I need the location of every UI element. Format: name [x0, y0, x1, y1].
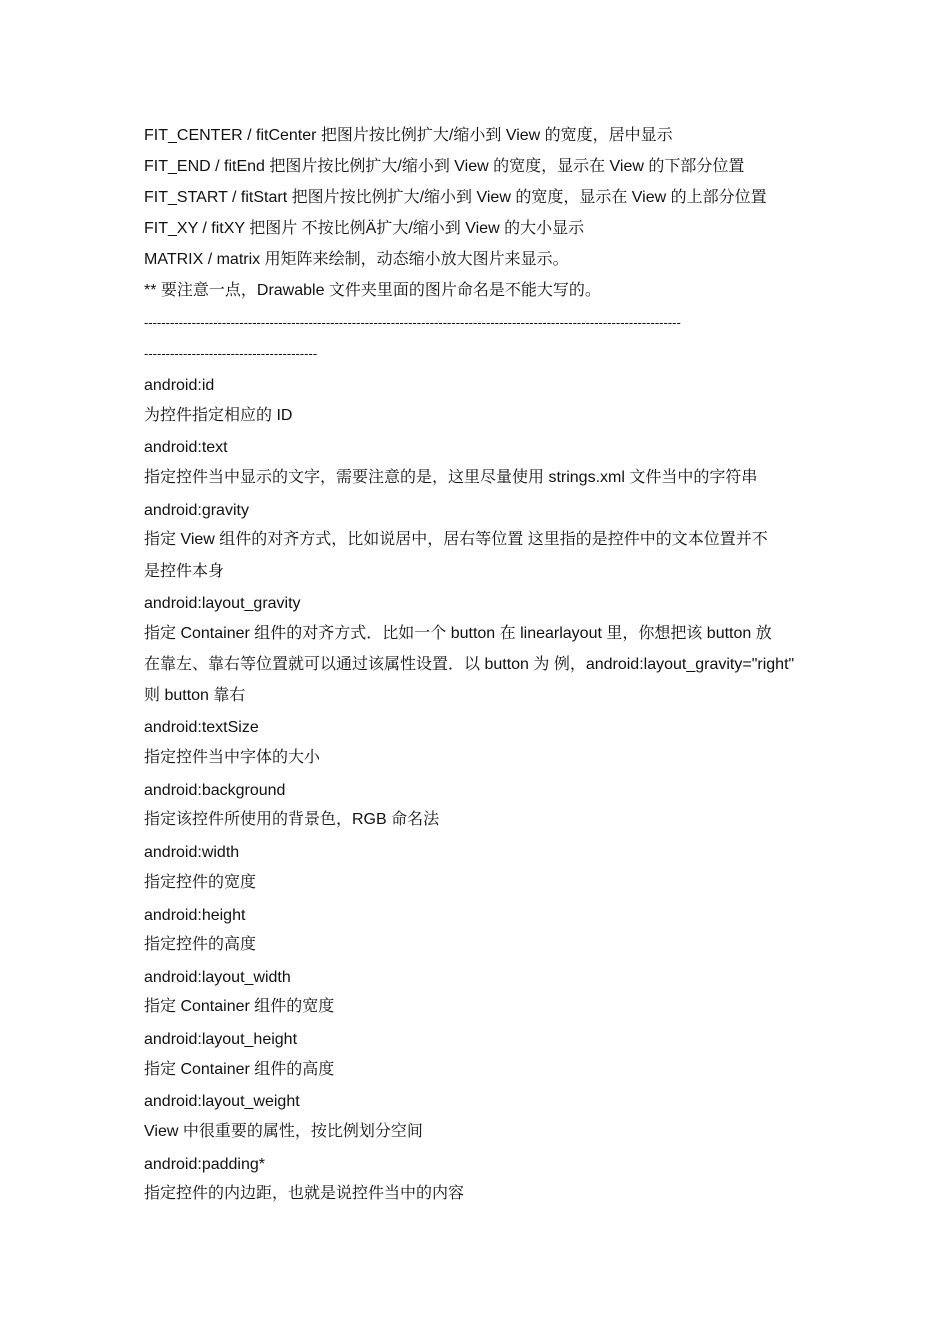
attribute-desc: 指定控件当中显示的文字，需要注意的是，这里尽量使用 strings.xml 文件当中的字符串: [144, 469, 758, 486]
attribute-desc: 指定控件的内边距，也就是说控件当中的内容: [144, 1185, 465, 1202]
attribute-name: android:layout_weight: [144, 1093, 300, 1110]
attribute-name: android:text: [144, 439, 228, 456]
attribute-desc: 指定 Container 组件的对齐方式．比如一个 button 在 linearlayout 里，你想把该 button 放: [144, 625, 772, 642]
attribute-desc: 指定 Container 组件的宽度: [144, 998, 335, 1015]
attribute-name: android:height: [144, 907, 246, 924]
text-line: FIT_END / fitEnd 把图片按比例扩大/缩小到 View 的宽度，显示在 View 的下部分位置: [144, 158, 745, 175]
attribute-desc: View 中很重要的属性，按比例划分空间: [144, 1123, 423, 1140]
text-line: FIT_START / fitStart 把图片按比例扩大/缩小到 View 的宽度，显示在 View 的上部分位置: [144, 189, 767, 206]
separator-line: ----------------------------------------: [144, 346, 318, 361]
attribute-desc: 为控件指定相应的 ID: [144, 407, 293, 424]
attribute-name: android:gravity: [144, 502, 249, 519]
attribute-name: android:padding*: [144, 1156, 265, 1173]
attribute-desc: 指定 View 组件的对齐方式，比如说居中，居右等位置 这里指的是控件中的文本位置并不: [144, 531, 768, 548]
attribute-name: android:layout_height: [144, 1031, 298, 1048]
attribute-desc: 则 button 靠右: [144, 687, 246, 704]
attribute-desc: 指定该控件所使用的背景色，RGB 命名法: [144, 811, 440, 828]
attribute-name: android:width: [144, 844, 240, 861]
attribute-desc: 指定控件当中字体的大小: [144, 749, 321, 766]
text-line: MATRIX / matrix 用矩阵来绘制，动态缩小放大图片来显示。: [144, 251, 569, 268]
attribute-name: android:id: [144, 377, 215, 394]
attribute-desc: 指定 Container 组件的高度: [144, 1061, 335, 1078]
attribute-name: android:layout_gravity: [144, 595, 301, 612]
attribute-name: android:textSize: [144, 719, 259, 736]
attribute-desc: 指定控件的高度: [144, 936, 257, 953]
attribute-desc: 是控件本身: [144, 563, 225, 580]
attribute-desc: 指定控件的宽度: [144, 874, 257, 891]
text-line: FIT_XY / fitXY 把图片 不按比例Ä扩大/缩小到 View 的大小显示: [144, 220, 585, 237]
text-line: FIT_CENTER / fitCenter 把图片按比例扩大/缩小到 View 的宽度，居中显示: [144, 127, 673, 144]
attribute-desc: 在靠左、靠右等位置就可以通过该属性设置．以 button 为 例，android:layout_gravity="right": [144, 656, 795, 673]
separator-line: ----------------------------------------------------------------------------------------------------------------------------: [144, 315, 681, 330]
attribute-name: android:background: [144, 782, 286, 799]
attribute-name: android:layout_width: [144, 969, 291, 986]
text-line: ** 要注意一点，Drawable 文件夹里面的图片命名是不能大写的。: [144, 282, 601, 299]
